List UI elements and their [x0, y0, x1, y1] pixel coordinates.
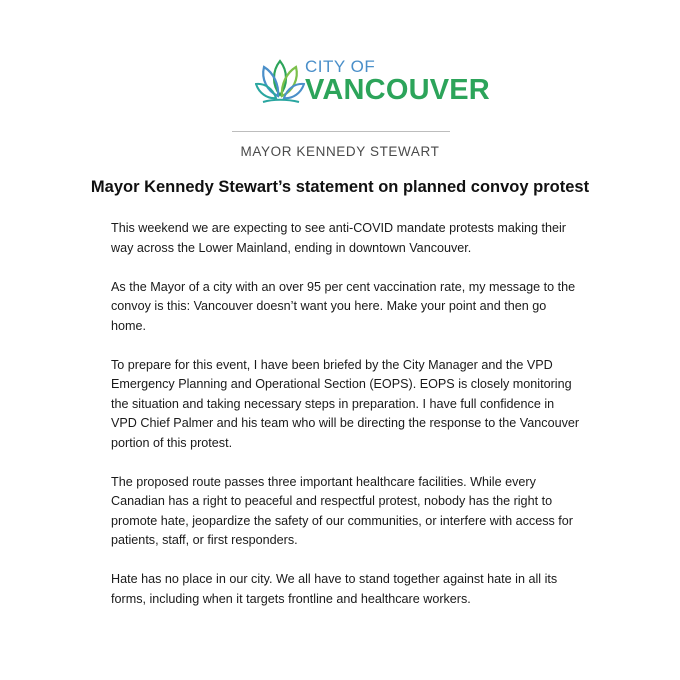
paragraph: As the Mayor of a city with an over 95 per cent vaccination rate, my message to the convoy is this: Vancouver doesn’t want you here. Make your point and then go home.	[111, 279, 576, 333]
statement-title: Mayor Kennedy Stewart’s statement on planned convoy protest	[90, 178, 590, 196]
logo-vancouver-text: VANCOUVER	[305, 74, 490, 106]
office-name: MAYOR KENNEDY STEWART	[240, 144, 440, 159]
statement-body	[111, 219, 581, 629]
city-of-vancouver-logo	[255, 55, 490, 125]
letterhead	[0, 0, 680, 165]
letterhead-divider	[232, 131, 450, 132]
logo-city-of-text: CITY OF	[305, 57, 376, 76]
paragraph: To prepare for this event, I have been briefed by the City Manager and the VPD Emergency Planning and Operational Section (EOPS). EOPS is closely monitoring the situation and taking necessary steps in preparation. I have full confidence in VPD Chief Palmer and his team who will be directing the response to the Vancouver portion of this protest.	[111, 357, 580, 450]
paragraph: This weekend we are expecting to see anti-COVID mandate protests making their way across the Lower Mainland, ending in downtown Vancouver.	[111, 221, 566, 255]
paragraph: The proposed route passes three important healthcare facilities. While every Canadian has a right to peaceful and respectful protest, nobody has the right to promote hate, jeopardize the safety of our communities, or interfere with access for patients, staff, or first responders.	[111, 474, 573, 547]
flower-logo-icon	[255, 55, 305, 107]
paragraph: Hate has no place in our city. We all have to stand together against hate in all its forms, including when it targets frontline and healthcare workers.	[111, 572, 558, 606]
